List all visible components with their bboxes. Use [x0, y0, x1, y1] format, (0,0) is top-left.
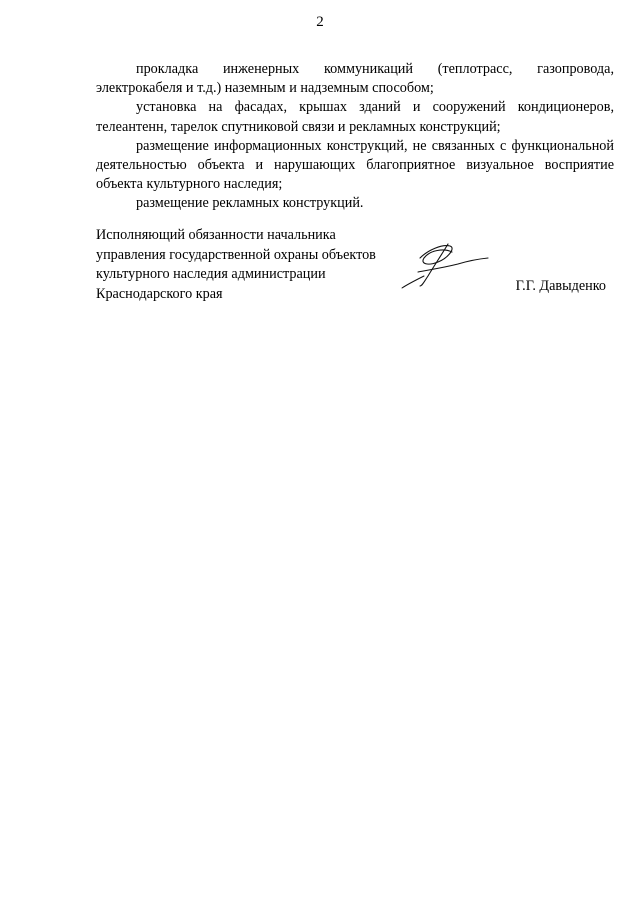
list-paragraph: размещение информационных конструкций, не связанных с функциональной деятельностью объекта и нарушающих благоприятное визуальное восприятие объекта культурного наследия; [96, 137, 614, 193]
signer-position-line: управления государственной охраны объектов [96, 246, 376, 263]
signer-position [96, 226, 376, 304]
handwritten-signature [398, 238, 490, 290]
signer-position-line: Исполняющий обязанности начальника [96, 227, 336, 243]
page-number: 2 [316, 14, 324, 30]
signer-name: Г.Г. Давыденко [515, 278, 606, 294]
list-paragraph: прокладка инженерных коммуникаций (теплотрасс, газопровода, электрокабеля и т.д.) наземным и надземным способом; [96, 61, 614, 97]
list-paragraph: установка на фасадах, крышах зданий и сооружений кондиционеров, телеантенн, тарелок спутниковой связи и рекламных конструкций; [96, 99, 614, 135]
signer-position-line: Краснодарского края [96, 285, 223, 302]
list-paragraph: размещение рекламных конструкций. [136, 195, 364, 212]
body-text [96, 60, 614, 214]
signer-position-line: культурного наследия администрации [96, 266, 326, 283]
